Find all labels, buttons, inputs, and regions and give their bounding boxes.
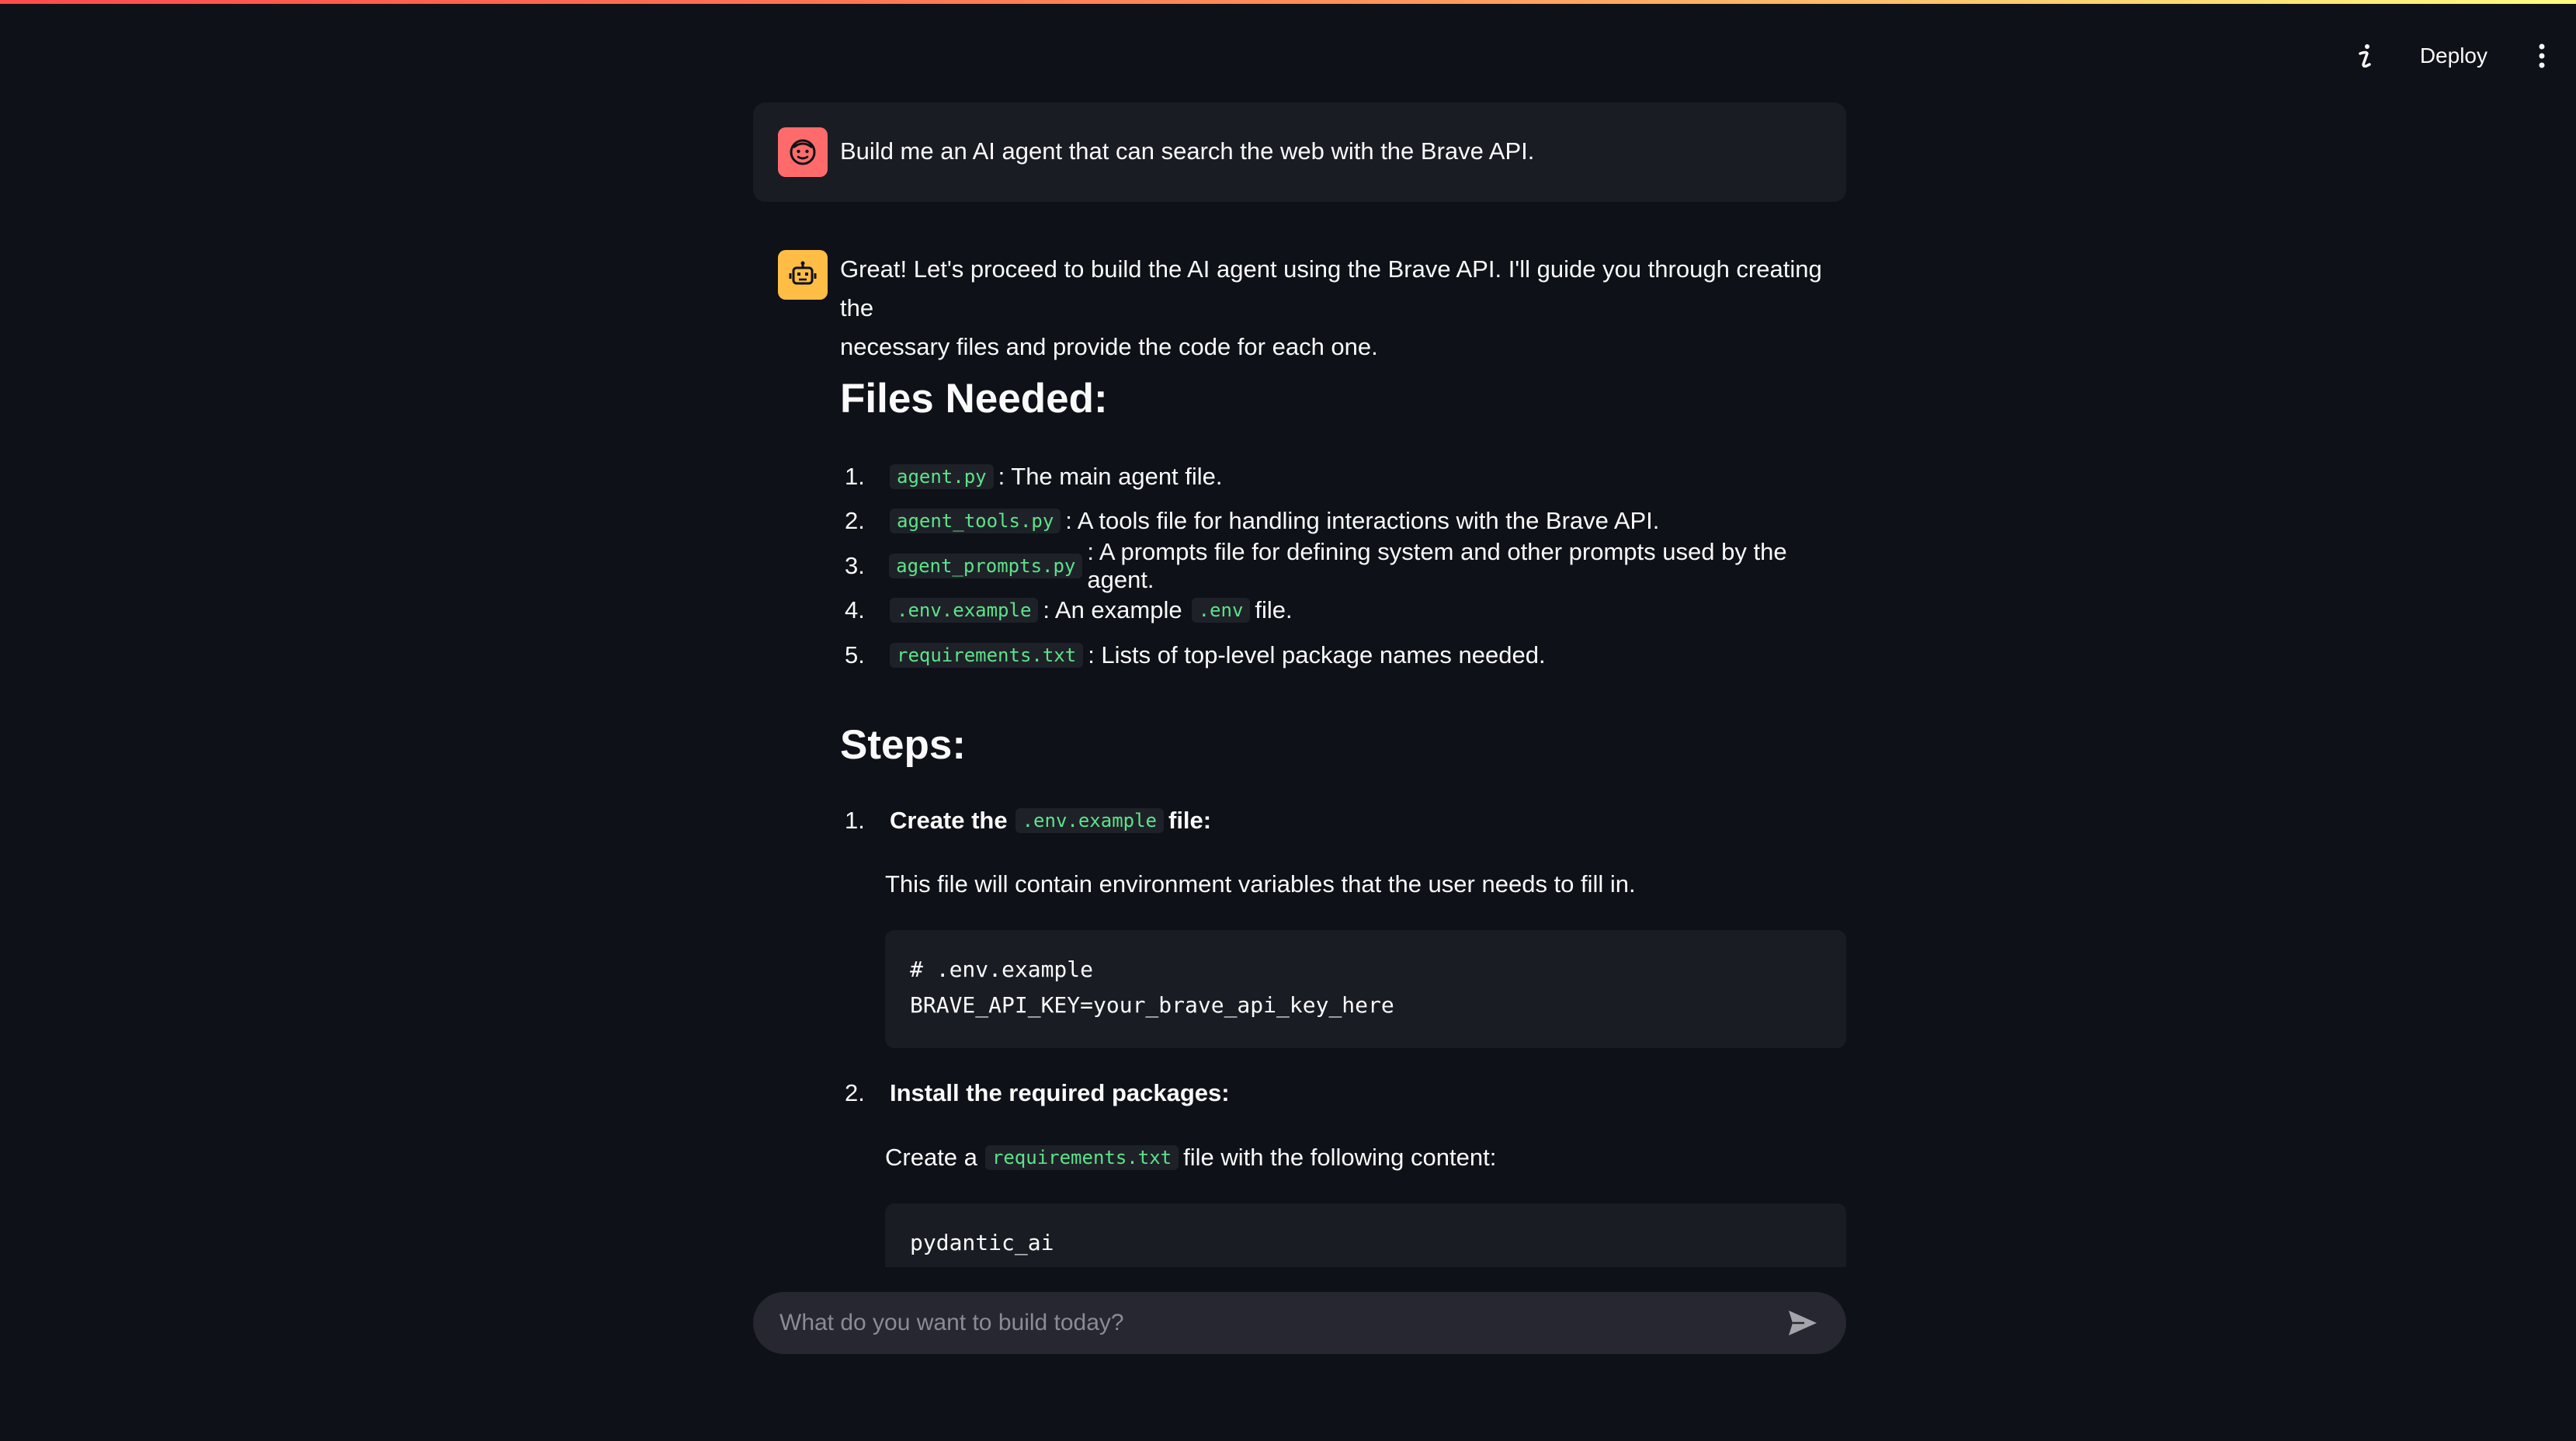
step-title-text: file: [1168, 807, 1212, 834]
inline-code: agent_prompts.py [889, 554, 1082, 578]
list-item [840, 589, 1849, 634]
inline-code: .env.example [890, 598, 1038, 623]
list-number: 1. [845, 807, 865, 834]
assistant-intro-line-1: Great! Let's proceed to build the AI agent using the Brave API. I'll guide you through creating the [840, 255, 1822, 321]
list-item-text: : A tools file for handling interactions with the Brave API. [1065, 507, 1660, 535]
send-icon [1787, 1309, 1818, 1337]
list-item [840, 633, 1849, 678]
list-item-text: : An example [1043, 596, 1182, 624]
chat-input-bar [753, 1292, 1846, 1354]
list-item-text: : The main agent file. [998, 462, 1223, 490]
list-number: 3. [845, 551, 865, 579]
step-text: file with the following content: [1183, 1144, 1497, 1171]
step-2-title [840, 1074, 1230, 1113]
files-needed-heading: Files Needed: [840, 376, 1108, 422]
list-number: 4. [845, 596, 865, 624]
info-icon[interactable] [2347, 37, 2384, 75]
inline-code: agent_tools.py [890, 509, 1061, 533]
list-number: 5. [845, 641, 865, 668]
list-item [840, 537, 1849, 593]
list-item-text: file. [1255, 596, 1293, 624]
step-1-title [840, 801, 1211, 840]
step-1-description: This file will contain environment variables that the user needs to fill in. [885, 870, 1636, 898]
files-list [840, 454, 1849, 678]
list-item [840, 499, 1849, 544]
deploy-button[interactable]: Deploy [2419, 43, 2487, 68]
user-avatar [778, 127, 828, 177]
step-2-description [885, 1138, 1496, 1177]
robot-icon [787, 259, 818, 290]
user-message-text: Build me an AI agent that can search the web with the Brave API. [840, 137, 1535, 165]
code-line: pydantic_ai [910, 1230, 1054, 1255]
inline-code: .env [1192, 598, 1251, 623]
list-item-text: : Lists of top-level package names needed. [1088, 641, 1546, 668]
list-item-text: : A prompts file for defining system and other prompts used by the agent. [1087, 537, 1787, 593]
inline-code: requirements.txt [890, 643, 1083, 668]
step-title-text: Create the [890, 807, 1008, 834]
inline-code: .env.example [1015, 808, 1164, 833]
inline-code: requirements.txt [985, 1145, 1179, 1170]
header-toolbar [2347, 37, 2560, 75]
list-number: 2. [845, 507, 865, 535]
list-item [840, 454, 1849, 499]
more-vertical-icon[interactable] [2523, 37, 2560, 75]
list-number: 1. [845, 462, 865, 490]
step-title-text: Install the required packages: [890, 1079, 1230, 1106]
step-text: Create a [885, 1144, 977, 1171]
assistant-intro [840, 250, 1849, 366]
assistant-intro-line-2: necessary files and provide the code for each one. [840, 333, 1378, 360]
code-line: # .env.example [910, 957, 1094, 982]
steps-heading: Steps: [840, 722, 966, 768]
chat-input[interactable] [778, 1309, 1784, 1337]
inline-code: agent.py [890, 464, 994, 489]
face-icon [787, 137, 818, 168]
list-number: 2. [845, 1079, 865, 1106]
send-button[interactable] [1784, 1304, 1821, 1342]
code-block [885, 930, 1846, 1048]
assistant-avatar [778, 250, 828, 300]
code-line: BRAVE_API_KEY=your_brave_api_key_here [910, 992, 1394, 1018]
top-decoration-bar [0, 0, 2576, 4]
